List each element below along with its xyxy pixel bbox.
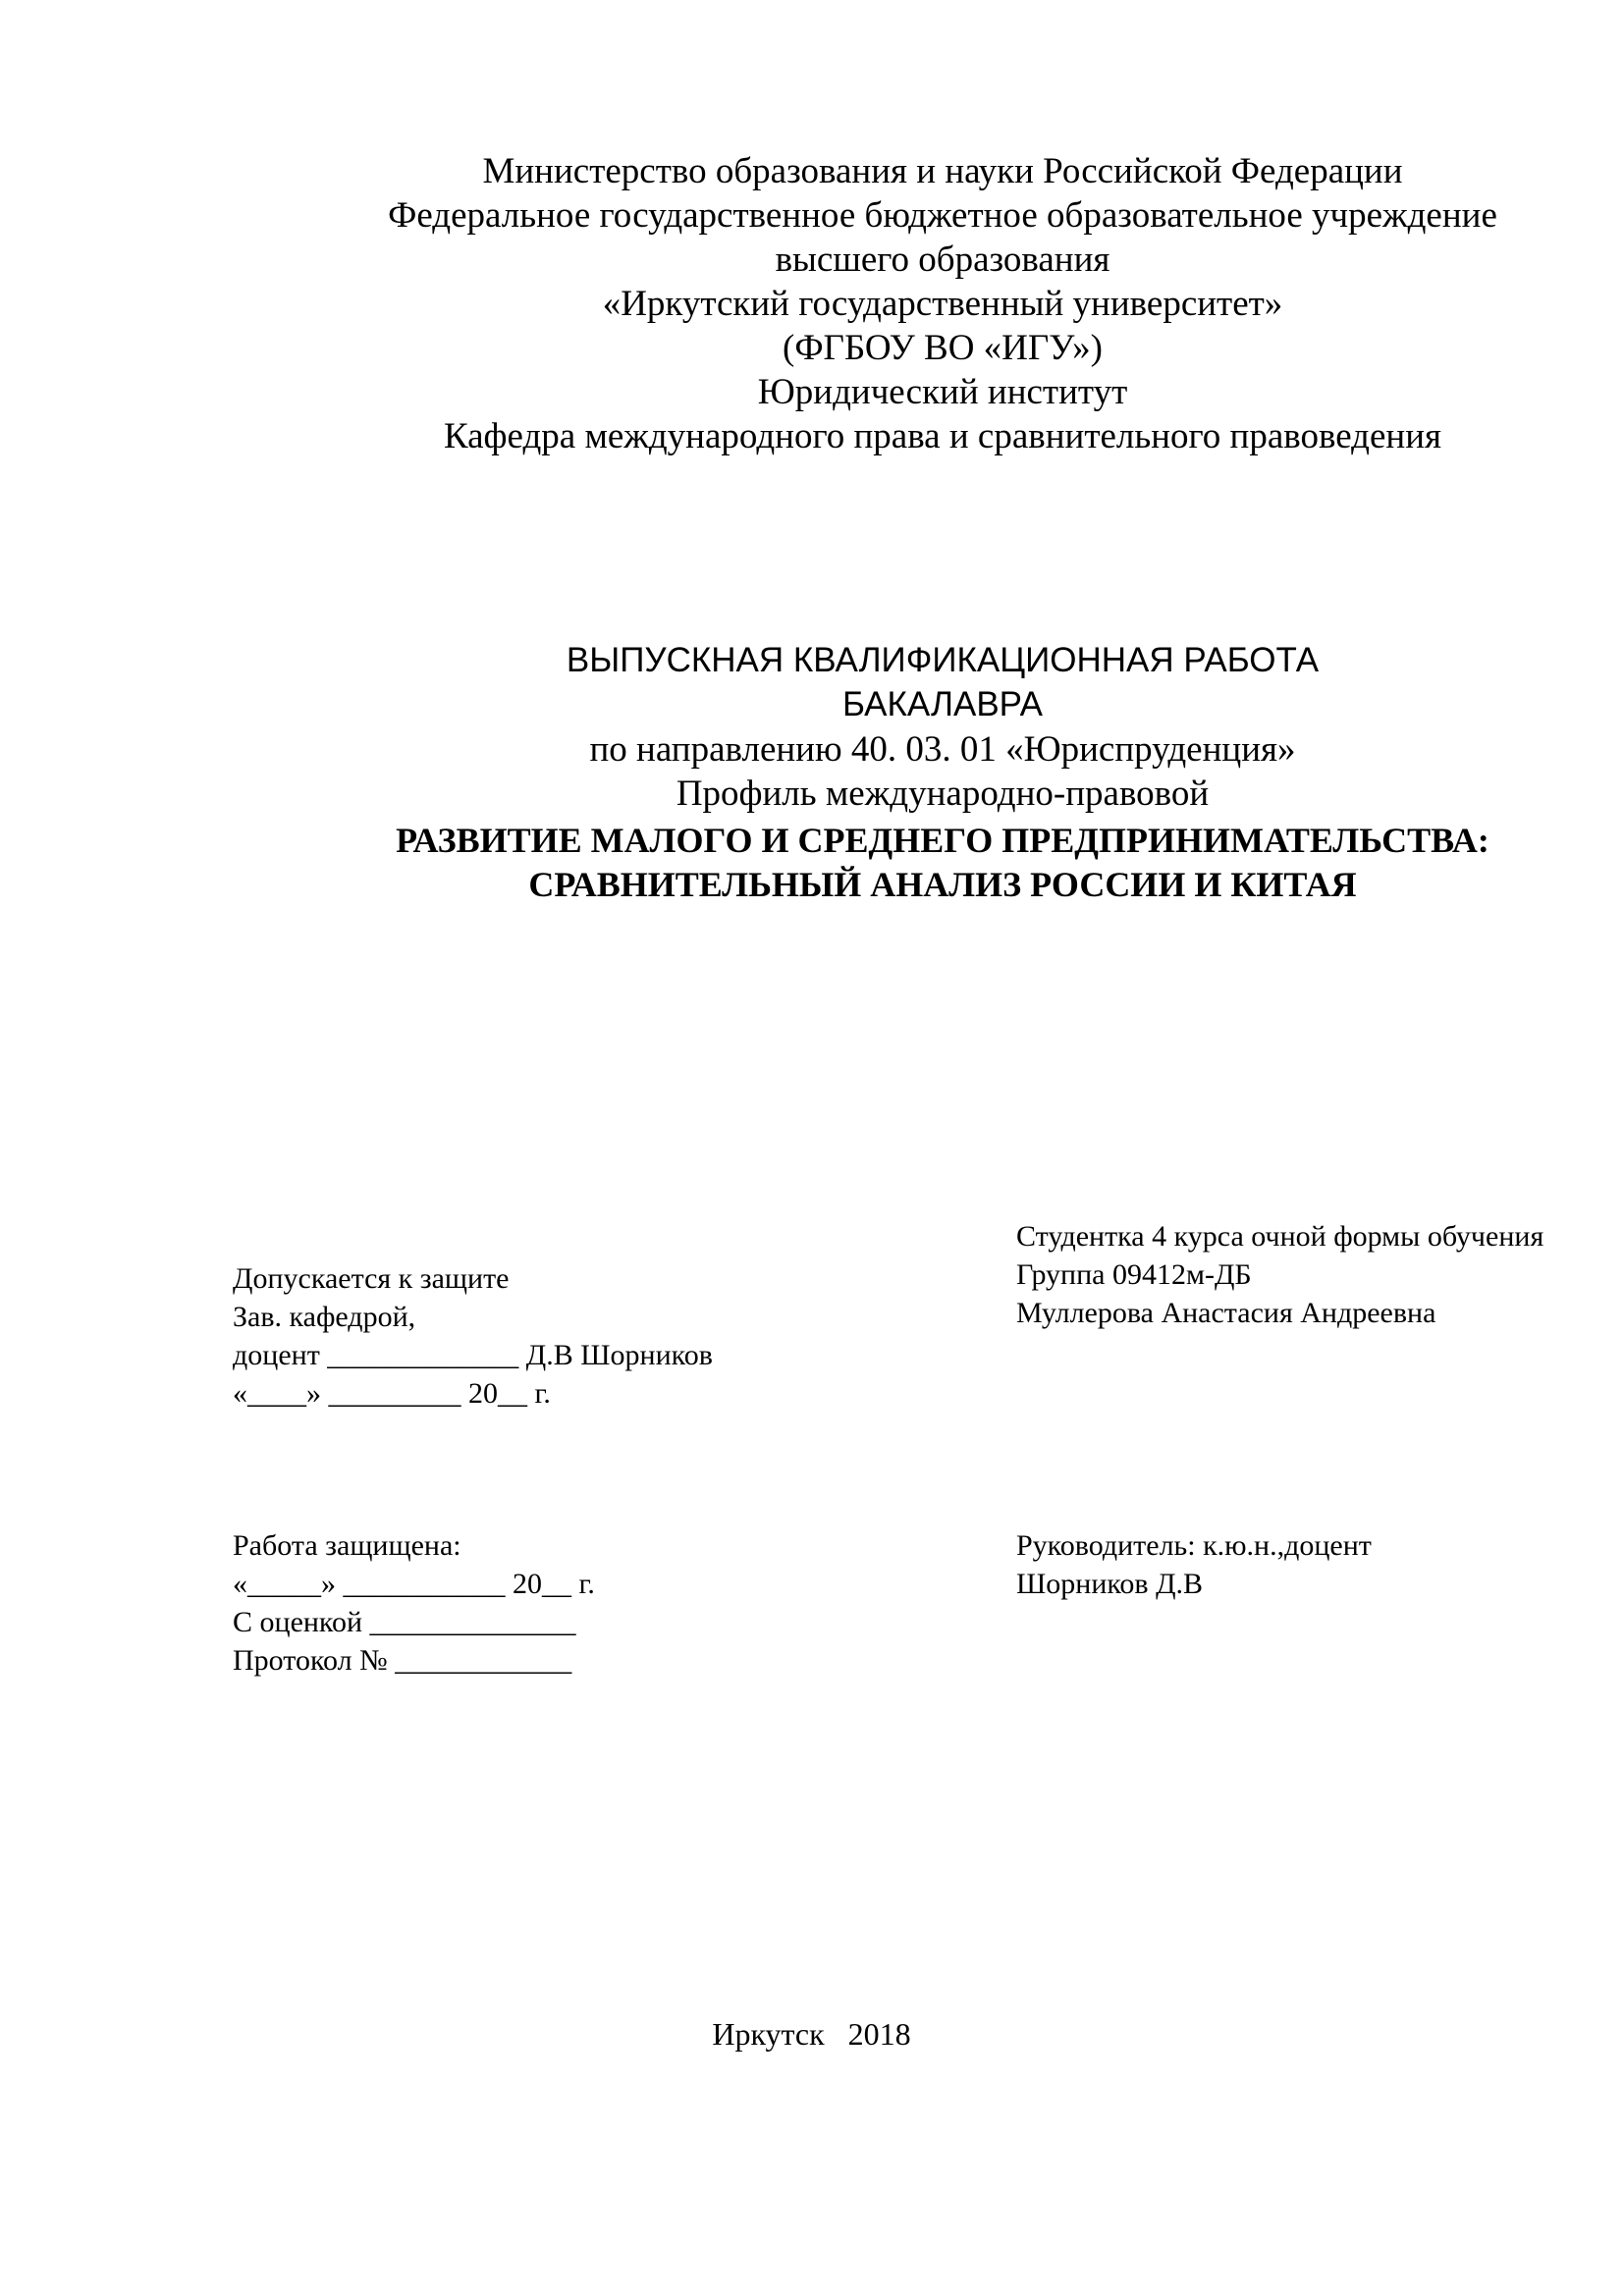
- university-name: «Иркутский государственный университет»: [602, 284, 1283, 324]
- work-type-line2: БАКАЛАВРА: [841, 685, 1044, 723]
- thesis-title-line2: СРАВНИТЕЛЬНЫЙ АНАЛИЗ РОССИИ И КИТАЯ: [528, 865, 1357, 904]
- student-name: Муллерова Анастасия Андреевна: [1016, 1297, 1436, 1329]
- work-type-heading: [324, 638, 1561, 726]
- study-direction: [324, 727, 1561, 816]
- admission-line1: Допускается к защите: [233, 1262, 510, 1295]
- defense-line1: Работа защищена:: [233, 1529, 461, 1562]
- student-course-line: Студентка 4 курса очной формы обучения: [1016, 1220, 1544, 1253]
- supervisor-block: [1016, 1526, 1372, 1603]
- defense-protocol-line: Протокол № ____________: [233, 1644, 572, 1677]
- ministry-line: Министерство образования и науки Российской Федерации: [482, 151, 1403, 191]
- institution-line: Федеральное государственное бюджетное образовательное учреждение: [388, 195, 1497, 236]
- admission-signature-line: доцент _____________ Д.В Шорников: [233, 1339, 713, 1371]
- institution-header: [324, 149, 1561, 458]
- thesis-title: [324, 819, 1561, 907]
- admission-block: [233, 1259, 713, 1413]
- supervisor-name: Шорников Д.В: [1016, 1568, 1204, 1600]
- city-year: Иркутск 2018: [712, 2016, 911, 2052]
- student-group-line: Группа 09412м-ДБ: [1016, 1258, 1252, 1291]
- thesis-title-line1: РАЗВИТИЕ МАЛОГО И СРЕДНЕГО ПРЕДПРИНИМАТЕЛЬСТВА:: [396, 821, 1489, 860]
- department-name: Кафедра международного права и сравнительного правоведения: [443, 416, 1442, 456]
- defense-date-line: «_____» ___________ 20__ г.: [233, 1568, 595, 1600]
- admission-date-line: «____» _________ 20__ г.: [233, 1377, 551, 1410]
- admission-line2: Зав. кафедрой,: [233, 1301, 416, 1333]
- direction-line: по направлению 40. 03. 01 «Юриспруденция»: [589, 729, 1296, 770]
- institute-name: Юридический институт: [757, 372, 1128, 412]
- profile-line: Профиль международно-правовой: [676, 774, 1210, 814]
- supervisor-title-line: Руководитель: к.ю.н.,доцент: [1016, 1529, 1372, 1562]
- institution-level-line: высшего образования: [775, 240, 1110, 280]
- university-abbreviation: (ФГБОУ ВО «ИГУ»): [783, 328, 1103, 368]
- defense-grade-line: С оценкой ______________: [233, 1606, 576, 1638]
- defense-block: [233, 1526, 595, 1680]
- student-block: [1016, 1217, 1543, 1332]
- work-type-line1: ВЫПУСКНАЯ КВАЛИФИКАЦИОННАЯ РАБОТА: [566, 641, 1320, 679]
